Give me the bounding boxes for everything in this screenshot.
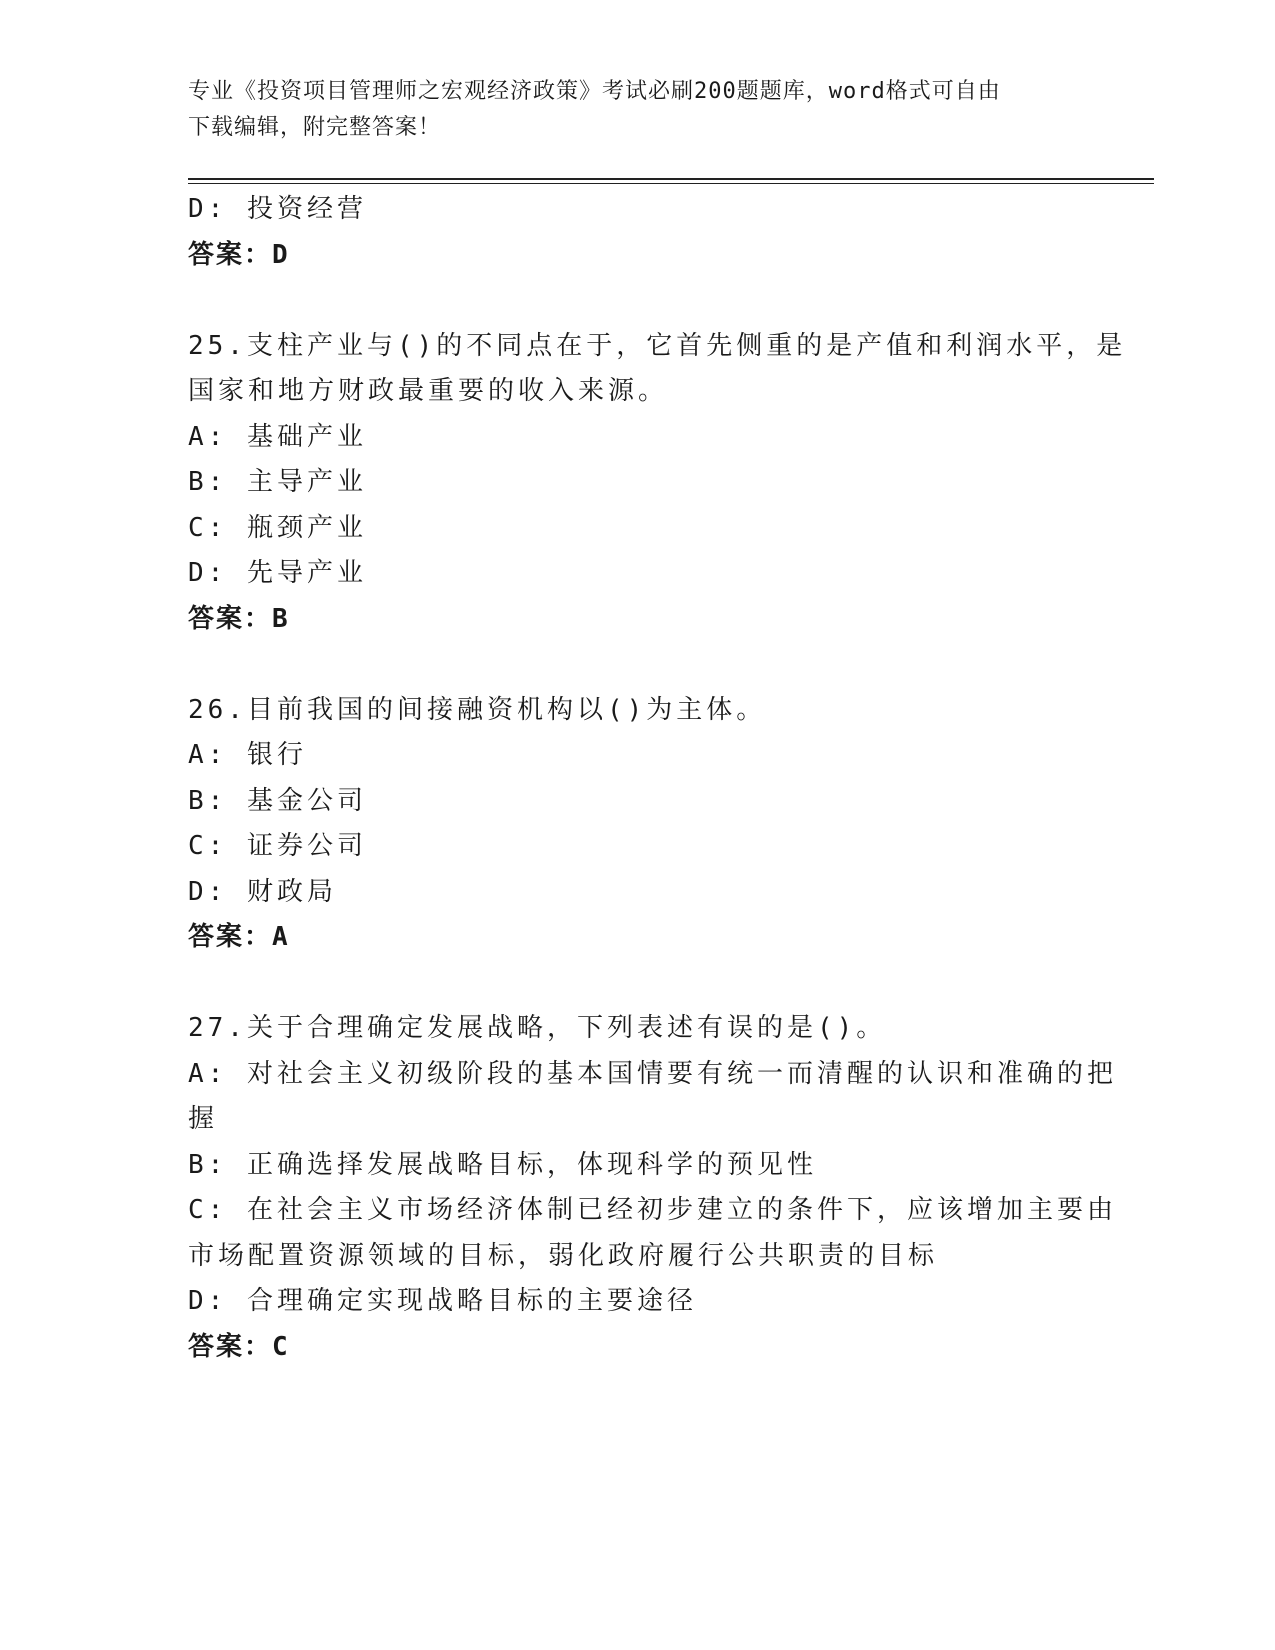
option-c: C: 在社会主义市场经济体制已经初步建立的条件下，应该增加主要由	[188, 1195, 1117, 1225]
spacer	[188, 961, 1088, 1007]
question-stem-cont: 国家和地方财政最重要的收入来源。	[188, 376, 669, 406]
answer: 答案：B	[188, 603, 290, 634]
option-a: A: 银行	[188, 740, 307, 770]
option-d: D: 合理确定实现战略目标的主要途径	[188, 1286, 697, 1316]
question-27	[188, 1006, 1117, 1370]
option-c: C: 证券公司	[188, 831, 367, 861]
question-stem: 27.关于合理确定发展战略，下列表述有误的是()。	[188, 1013, 887, 1043]
option-c: C: 瓶颈产业	[188, 512, 367, 543]
option-a: A: 对社会主义初级阶段的基本国情要有统一而清醒的认识和准确的把	[188, 1058, 1117, 1089]
option-a: A: 基础产业	[188, 421, 367, 452]
option-a-cont: 握	[188, 1104, 219, 1134]
prev-question-tail	[188, 187, 1088, 278]
spacer	[188, 278, 1088, 324]
question-stem: 26.目前我国的间接融资机构以()为主体。	[188, 694, 767, 725]
option-d: D: 投资经营	[188, 194, 367, 224]
spacer	[188, 642, 1088, 688]
option-c-cont: 市场配置资源领域的目标，弱化政府履行公共职责的目标	[188, 1240, 939, 1271]
header-line-1: 专业《投资项目管理师之宏观经济政策》考试必刷200题题库，word格式可自由	[188, 79, 1001, 104]
document-body	[188, 187, 1127, 1370]
answer: 答案：D	[188, 239, 290, 270]
header-divider-thick	[188, 178, 1154, 180]
answer: 答案：C	[188, 1331, 290, 1362]
option-b: B: 基金公司	[188, 785, 367, 816]
header-divider-thin	[188, 183, 1154, 184]
option-d: D: 财政局	[188, 876, 337, 907]
option-d: D: 先导产业	[188, 558, 367, 588]
option-b: B: 正确选择发展战略目标，体现科学的预见性	[188, 1149, 817, 1180]
question-stem: 25.支柱产业与()的不同点在于，它首先侧重的是产值和利润水平，是	[188, 330, 1127, 361]
header-line-2: 下载编辑，附完整答案！	[188, 115, 442, 140]
answer: 答案：A	[188, 922, 290, 952]
question-26	[188, 688, 1088, 961]
question-25	[188, 324, 1127, 643]
option-b: B: 主导产业	[188, 467, 367, 497]
document-header	[188, 74, 1088, 146]
